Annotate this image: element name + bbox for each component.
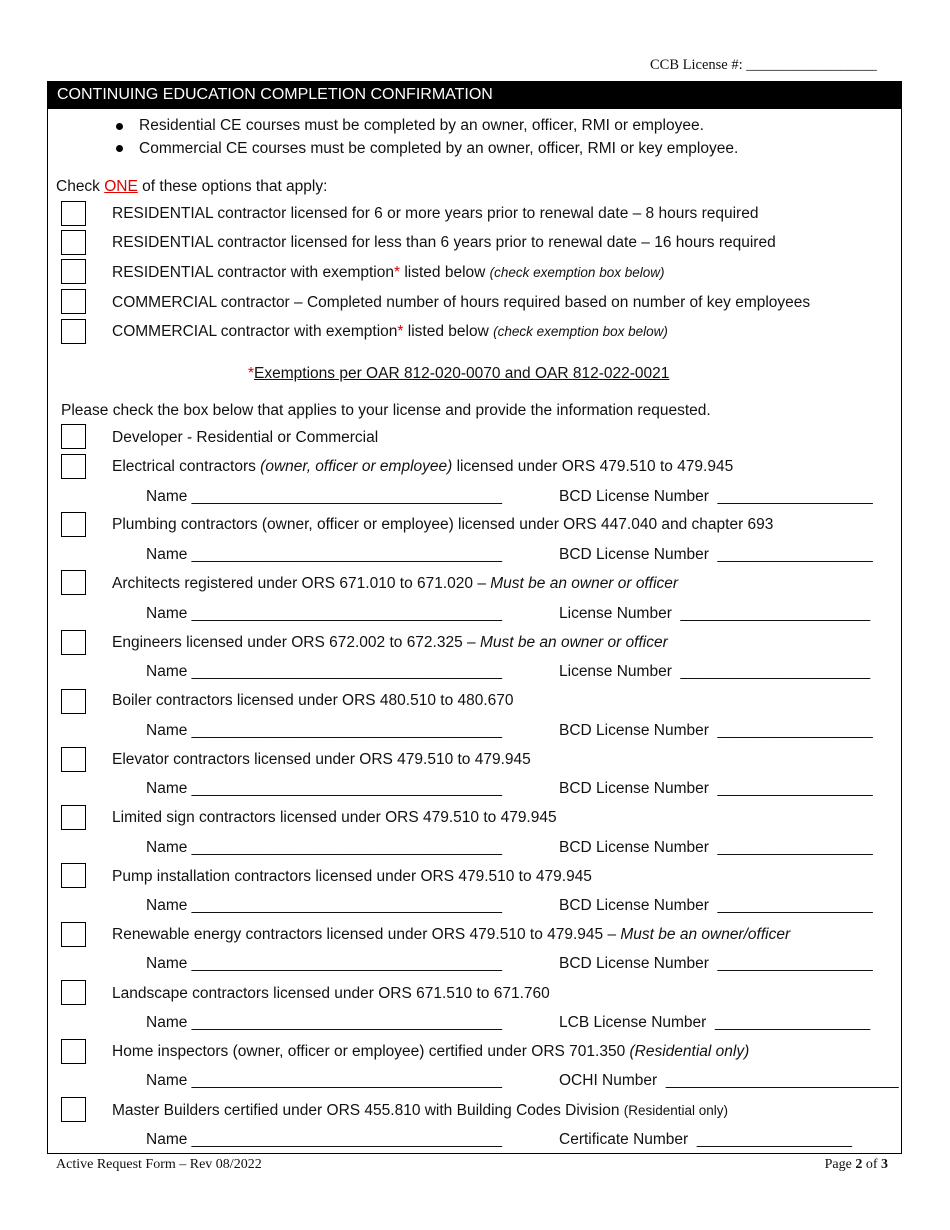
option-type: RESIDENTIAL <box>112 264 214 281</box>
name-label: Name <box>146 605 188 622</box>
license-item-italic: (owner, officer or employee) <box>260 458 453 475</box>
license-number-blank[interactable]: __________________ <box>717 897 873 914</box>
option-label <box>112 205 758 223</box>
license-number-blank[interactable]: __________________ <box>717 955 873 972</box>
option-text: listed below <box>400 264 490 281</box>
name-field[interactable] <box>146 605 502 623</box>
license-item-label <box>112 1102 728 1120</box>
license-number-label: OCHI Number <box>559 1072 658 1089</box>
name-blank[interactable]: ____________________________________ <box>191 897 503 914</box>
license-number-field[interactable] <box>559 780 873 798</box>
license-checkbox[interactable] <box>61 805 86 830</box>
option-emphasis: 6 or more years <box>374 205 483 222</box>
name-label: Name <box>146 897 188 914</box>
bullet-text: Residential CE courses must be completed by an owner, officer, RMI or employee. <box>139 117 704 134</box>
name-blank[interactable]: ____________________________________ <box>191 488 503 505</box>
option-text: contractor licensed for <box>213 205 375 222</box>
license-number-field[interactable] <box>559 546 873 564</box>
license-checkbox[interactable] <box>61 1097 86 1122</box>
license-checkbox[interactable] <box>61 454 86 479</box>
license-item-italic: Must be an owner/officer <box>620 926 791 943</box>
ccb-license-blank[interactable]: __________________ <box>746 57 877 73</box>
license-number-field[interactable] <box>559 1131 852 1149</box>
name-blank[interactable]: ____________________________________ <box>191 955 503 972</box>
name-field[interactable] <box>146 488 502 506</box>
option-label <box>112 323 668 341</box>
license-number-field[interactable] <box>559 722 873 740</box>
asterisk: * <box>397 323 404 340</box>
license-number-blank[interactable]: __________________ <box>717 780 873 797</box>
page-number <box>825 1157 888 1173</box>
license-number-blank[interactable]: __________________ <box>717 488 873 505</box>
option-text: number of <box>381 294 461 311</box>
check-after: of these options that apply: <box>137 178 328 195</box>
asterisk: * <box>393 264 401 281</box>
license-item-italic: Must be an owner or officer <box>490 575 679 592</box>
name-label: Name <box>146 1072 188 1089</box>
license-number-label: BCD License Number <box>559 546 709 563</box>
option-note: (check exemption box below) <box>493 324 668 339</box>
check-one-instruction <box>56 178 327 196</box>
license-item-label <box>112 1043 749 1061</box>
license-number-label: BCD License Number <box>559 780 709 797</box>
license-number-field[interactable] <box>559 897 873 915</box>
page-current: 2 <box>855 1157 863 1172</box>
license-number-field[interactable] <box>559 663 870 681</box>
license-number-blank[interactable]: __________________ <box>717 722 873 739</box>
name-field[interactable] <box>146 1131 502 1149</box>
option-checkbox[interactable] <box>61 289 86 314</box>
license-item-italic: Must be an owner or officer <box>479 634 668 651</box>
license-number-label: License Number <box>559 605 672 622</box>
name-field[interactable] <box>146 722 502 740</box>
option-text: contractor – <box>216 294 307 311</box>
license-item-text: Renewable energy contractors licensed under ORS 479.510 to 479.945 – <box>112 926 621 943</box>
license-checkbox[interactable] <box>61 1039 86 1064</box>
license-number-blank[interactable]: __________________ <box>696 1131 853 1148</box>
option-emphasis: less than 6 years <box>374 234 492 251</box>
license-item-label: Plumbing contractors (owner, officer or employee) licensed under ORS 447.040 and chapter 693 <box>112 516 774 533</box>
option-checkbox[interactable] <box>61 259 86 284</box>
instructions: Please check the box below that applies to your license and provide the information requested. <box>61 402 711 419</box>
name-field[interactable] <box>146 780 502 798</box>
option-text: prior to renewal date – 16 hours required <box>491 234 776 251</box>
option-type: COMMERCIAL <box>112 323 217 340</box>
option-emphasis: exemption <box>325 323 398 340</box>
license-item-label: Landscape contractors licensed under ORS 671.510 to 671.760 <box>112 985 550 1002</box>
option-checkbox[interactable] <box>61 201 86 226</box>
license-item-label: Limited sign contractors licensed under ORS 479.510 to 479.945 <box>112 809 557 826</box>
name-label: Name <box>146 1014 188 1031</box>
license-item-small: (Residential only) <box>623 1103 729 1118</box>
license-checkbox[interactable] <box>61 630 86 655</box>
license-item-label: Boiler contractors licensed under ORS 480.510 to 480.670 <box>112 692 514 709</box>
option-label <box>112 234 776 252</box>
option-note: (check exemption box below) <box>489 265 665 280</box>
name-label: Name <box>146 780 188 797</box>
license-number-label: Certificate Number <box>559 1131 689 1148</box>
license-item-label: Pump installation contractors licensed under ORS 479.510 to 479.945 <box>112 868 592 885</box>
option-text: based on number of key employees <box>560 294 811 311</box>
name-blank[interactable]: ____________________________________ <box>191 663 503 680</box>
license-number-blank[interactable]: __________________ <box>717 839 873 856</box>
license-number-blank[interactable]: ______________________ <box>680 663 871 680</box>
name-label: Name <box>146 722 188 739</box>
option-type: RESIDENTIAL <box>112 234 214 251</box>
name-label: Name <box>146 955 188 972</box>
check-one-emphasis: ONE <box>104 178 138 195</box>
license-item-text: Home inspectors (owner, officer or employee) certified under ORS 701.350 <box>112 1043 630 1060</box>
exemptions-title-text: Exemptions per OAR 812-020-0070 and OAR 812-022-0021 <box>254 365 670 382</box>
name-blank[interactable]: ____________________________________ <box>191 839 503 856</box>
name-field[interactable] <box>146 897 502 915</box>
name-label: Name <box>146 663 188 680</box>
license-item-text: Engineers licensed under ORS 672.002 to 672.325 – <box>112 634 480 651</box>
page-total: 3 <box>881 1157 888 1172</box>
asterisk: * <box>248 365 255 382</box>
ccb-license-field[interactable] <box>650 57 895 74</box>
license-checkbox[interactable] <box>61 747 86 772</box>
license-number-label: BCD License Number <box>559 955 709 972</box>
license-item-text: Architects registered under ORS 671.010 to 671.020 – <box>112 575 491 592</box>
license-number-blank[interactable]: ___________________________ <box>665 1072 899 1089</box>
license-number-field[interactable] <box>559 605 870 623</box>
option-emphasis: hours required <box>460 294 561 311</box>
license-item-label: Elevator contractors licensed under ORS 479.510 to 479.945 <box>112 751 531 768</box>
license-item-label <box>112 458 733 476</box>
name-label: Name <box>146 488 188 505</box>
license-item-text: Master Builders certified under ORS 455.810 with Building Codes Division <box>112 1102 624 1119</box>
license-item-label <box>112 926 790 944</box>
license-number-blank[interactable]: __________________ <box>714 1014 871 1031</box>
license-number-field[interactable] <box>559 839 873 857</box>
name-blank[interactable]: ____________________________________ <box>191 546 503 563</box>
license-number-field[interactable] <box>559 955 873 973</box>
license-number-label: BCD License Number <box>559 722 709 739</box>
license-number-label: BCD License Number <box>559 897 709 914</box>
name-label: Name <box>146 839 188 856</box>
license-number-field[interactable] <box>559 488 873 506</box>
license-item-label <box>112 575 678 593</box>
option-text: contractor licensed for <box>213 234 375 251</box>
license-number-label: License Number <box>559 663 672 680</box>
bullet-icon <box>116 145 123 152</box>
bullet-text: Commercial CE courses must be completed by an owner, officer, RMI or key employee. <box>139 140 739 157</box>
license-checkbox[interactable] <box>61 922 86 947</box>
license-number-blank[interactable]: ______________________ <box>680 605 871 622</box>
page-of: of <box>862 1157 881 1172</box>
license-number-label: BCD License Number <box>559 488 709 505</box>
option-checkbox[interactable] <box>61 230 86 255</box>
option-emphasis: exemption <box>322 264 394 281</box>
license-checkbox[interactable] <box>61 689 86 714</box>
license-number-blank[interactable]: __________________ <box>717 546 873 563</box>
option-emphasis: Completed <box>306 294 382 311</box>
exemptions-title <box>248 365 669 383</box>
name-label: Name <box>146 1131 188 1148</box>
license-number-field[interactable] <box>559 1014 870 1032</box>
option-checkbox[interactable] <box>61 319 86 344</box>
page-label: Page <box>824 1157 856 1172</box>
license-checkbox[interactable] <box>61 512 86 537</box>
bullet-icon <box>116 123 123 130</box>
check-before: Check <box>56 178 105 195</box>
license-item-italic: (Residential only) <box>629 1043 750 1060</box>
option-type: RESIDENTIAL <box>112 205 214 222</box>
license-checkbox[interactable] <box>61 980 86 1005</box>
option-text: contractor with <box>216 323 326 340</box>
name-label: Name <box>146 546 188 563</box>
ccb-license-label: CCB License #: <box>650 57 743 73</box>
name-blank[interactable]: ____________________________________ <box>191 1131 503 1148</box>
name-field[interactable] <box>146 546 502 564</box>
license-number-field[interactable] <box>559 1072 899 1090</box>
license-item-label <box>112 634 668 652</box>
option-type: COMMERCIAL <box>112 294 217 311</box>
option-label <box>112 264 664 282</box>
license-item-label: Developer - Residential or Commercial <box>112 429 379 446</box>
section-header: CONTINUING EDUCATION COMPLETION CONFIRMATION <box>47 81 902 109</box>
form-revision: Active Request Form – Rev 08/2022 <box>56 1157 262 1172</box>
option-text: prior to renewal date – 8 hours required <box>482 205 759 222</box>
license-checkbox[interactable] <box>61 570 86 595</box>
license-number-label: LCB License Number <box>559 1014 707 1031</box>
license-checkbox[interactable] <box>61 424 86 449</box>
license-item-text: Electrical contractors <box>112 458 261 475</box>
license-number-label: BCD License Number <box>559 839 709 856</box>
name-field[interactable] <box>146 1072 502 1090</box>
name-field[interactable] <box>146 839 502 857</box>
license-checkbox[interactable] <box>61 863 86 888</box>
name-field[interactable] <box>146 663 502 681</box>
option-text: listed below <box>403 323 494 340</box>
license-item-text: licensed under ORS 479.510 to 479.945 <box>452 458 734 475</box>
name-blank[interactable]: ____________________________________ <box>191 1072 503 1089</box>
option-text: contractor with <box>213 264 323 281</box>
name-blank[interactable]: ____________________________________ <box>191 1014 503 1031</box>
name-blank[interactable]: ____________________________________ <box>191 722 503 739</box>
name-field[interactable] <box>146 1014 502 1032</box>
name-field[interactable] <box>146 955 502 973</box>
name-blank[interactable]: ____________________________________ <box>191 780 503 797</box>
name-blank[interactable]: ____________________________________ <box>191 605 503 622</box>
option-label <box>112 294 810 312</box>
